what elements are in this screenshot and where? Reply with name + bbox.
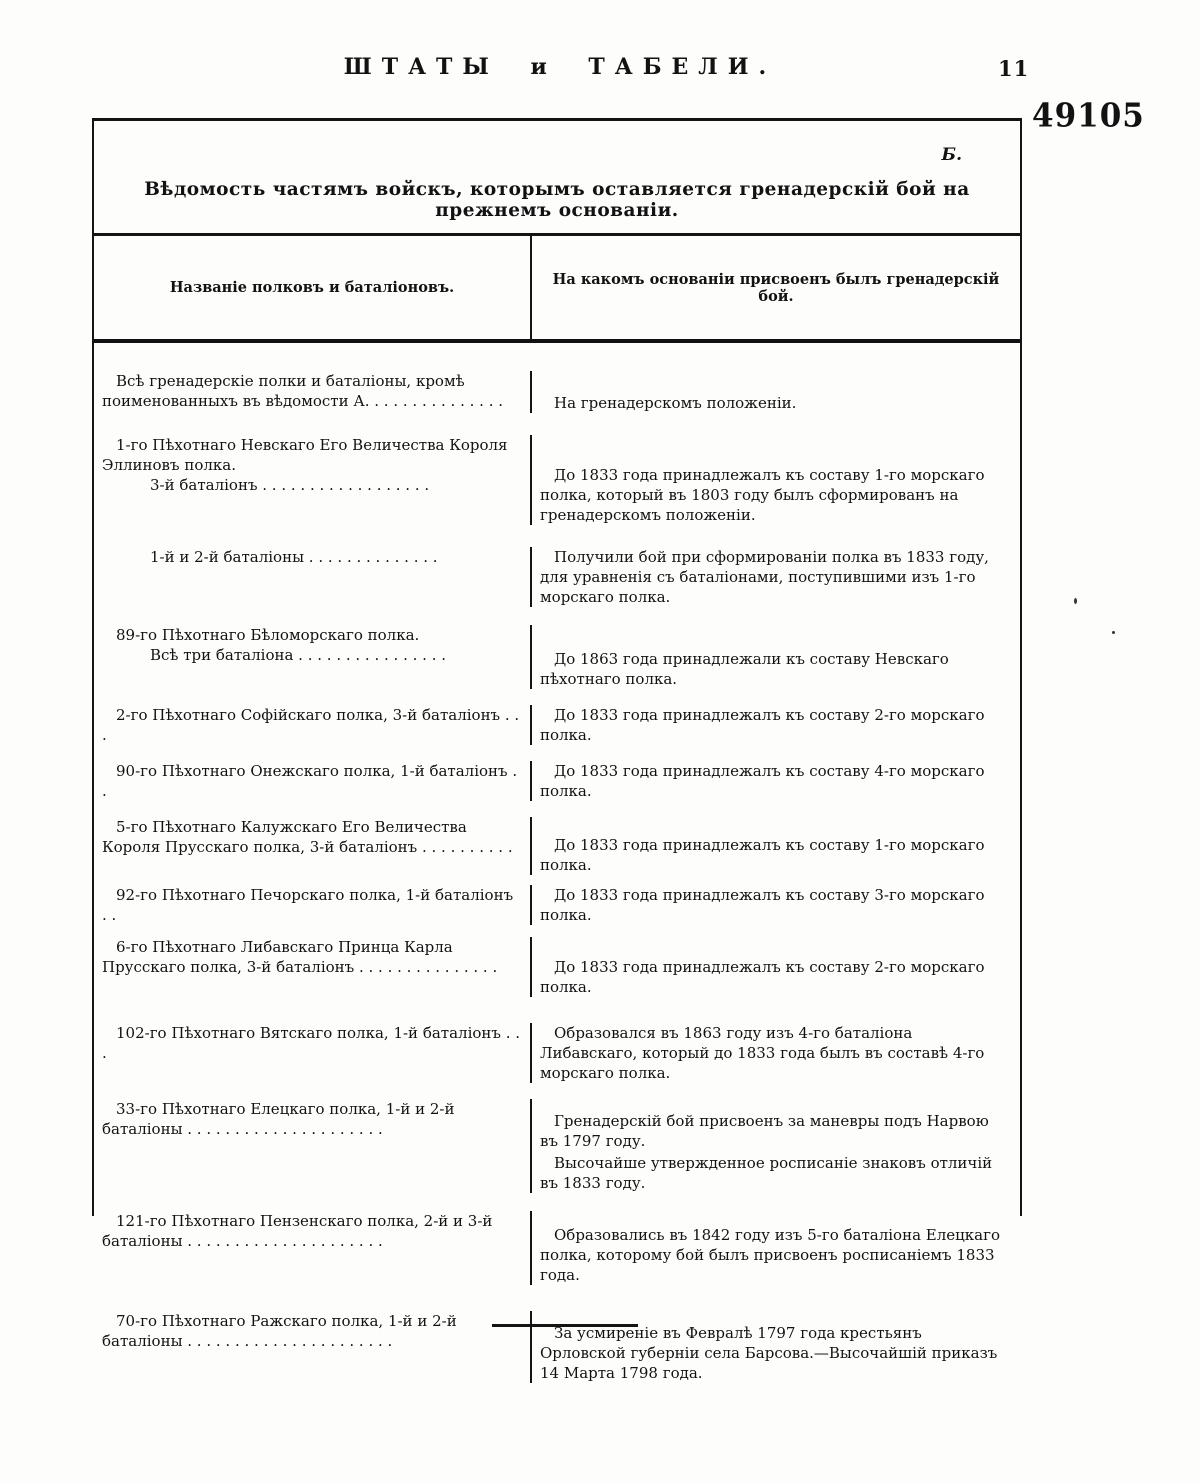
basis-paragraph: Высочайше утвержденное росписаніе знаковъ отличій въ 1833 году. [540, 1154, 993, 1192]
regiment-line: 90-го Пѣхотнаго Онежскаго полка, 1-й баталіонъ . . [102, 762, 518, 800]
table-row [94, 625, 1020, 689]
table-body [94, 343, 1020, 1382]
regiment-cell [94, 547, 532, 607]
basis-cell [532, 817, 1020, 875]
basis-cell [532, 1311, 1020, 1383]
regiment-cell [94, 1099, 532, 1193]
table-row [94, 371, 1020, 413]
regiment-line: 1-го Пѣхотнаго Невскаго Его Величества Короля Эллиновъ полка. [102, 436, 508, 474]
table-title: Вѣдомость частямъ войскъ, которымъ оставляется гренадерскій бой на прежнемъ основаніи. [144, 179, 970, 221]
basis-cell [532, 625, 1020, 689]
regiment-cell [94, 371, 532, 413]
regiment-cell [94, 1211, 532, 1285]
table-row [94, 761, 1020, 801]
basis-cell [532, 937, 1020, 997]
scan-speck [1112, 631, 1115, 634]
regiment-cell [94, 435, 532, 525]
basis-cell [532, 1211, 1020, 1285]
basis-paragraph: Образовались въ 1842 году изъ 5-го баталіона Елецкаго полка, которому бой былъ присвоенъ росписаніемъ 1833 года. [540, 1226, 1001, 1284]
scan-speck [1074, 598, 1077, 604]
regiment-line: 2-го Пѣхотнаго Софійскаго полка, 3-й баталіонъ . . . [102, 706, 520, 744]
basis-paragraph: Получили бой при сформированіи полка въ 1833 году, для уравненія съ баталіонами, поступившими изъ 1-го морскаго полка. [540, 548, 989, 606]
running-title: ШТАТЫ и ТАБЕЛИ. [343, 54, 777, 80]
battalion-line: 3-й баталіонъ . . . . . . . . . . . . . . . . . . [150, 476, 430, 494]
table-row [94, 817, 1020, 875]
page-number: 11 [998, 56, 1030, 81]
basis-paragraph: До 1863 года принадлежали къ составу Невскаго пѣхотнаго полка. [540, 650, 949, 688]
basis-paragraph: До 1833 года принадлежалъ къ составу 2-го морскаго полка. [540, 958, 985, 996]
basis-cell [532, 435, 1020, 525]
regiment-cell [94, 625, 532, 689]
regiment-line: 92-го Пѣхотнаго Печорскаго полка, 1-й баталіонъ . . [102, 886, 514, 924]
battalion-line: Всѣ три баталіона . . . . . . . . . . . . . . . . [150, 646, 446, 664]
basis-cell [532, 761, 1020, 801]
basis-cell [532, 1099, 1020, 1193]
basis-cell [532, 547, 1020, 607]
basis-paragraph: На гренадерскомъ положеніи. [554, 394, 797, 412]
regiment-line: 33-го Пѣхотнаго Елецкаго полка, 1-й и 2-й баталіоны . . . . . . . . . . . . . . . . . . . . . [102, 1100, 455, 1138]
document-stamp-number: 49105 [1032, 97, 1145, 135]
regiment-line: 121-го Пѣхотнаго Пензенскаго полка, 2-й и 3-й баталіоны . . . . . . . . . . . . . . . . . . . . . [102, 1212, 493, 1250]
table-row [94, 1099, 1020, 1193]
table-row [94, 705, 1020, 745]
regiment-line: 6-го Пѣхотнаго Либавскаго Принца Карла Прусскаго полка, 3-й баталіонъ . . . . . . . . . . . . . . . [102, 938, 498, 976]
basis-paragraph: Образовался въ 1863 году изъ 4-го баталіона Либавскаго, который до 1833 года былъ въ составѣ 4-го морскаго полка. [540, 1024, 985, 1082]
basis-cell [532, 371, 1020, 413]
footer-rule [492, 1324, 638, 1327]
table-row [94, 547, 1020, 607]
regiment-cell [94, 885, 532, 925]
regiment-cell [94, 705, 532, 745]
basis-paragraph: До 1833 года принадлежалъ къ составу 3-го морскаго полка. [540, 886, 985, 924]
regiment-cell [94, 1311, 532, 1383]
table-row [94, 435, 1020, 525]
regiment-cell [94, 1023, 532, 1083]
column-header-regiments: Названіе полковъ и баталіоновъ. [94, 236, 532, 339]
regiment-cell [94, 817, 532, 875]
table-header-row [94, 236, 1020, 339]
regiment-line: 70-го Пѣхотнаго Ражскаго полка, 1-й и 2-й баталіоны . . . . . . . . . . . . . . . . . . . . . . [102, 1312, 457, 1350]
basis-paragraph: Гренадерскій бой присвоенъ за маневры подъ Нарвою въ 1797 году. [540, 1112, 989, 1150]
regiment-line: 5-го Пѣхотнаго Калужскаго Его Величества Короля Прусскаго полка, 3-й баталіонъ . . . . . . . . . . [102, 818, 513, 856]
section-letter: Б. [941, 145, 962, 165]
grenadier-beat-table [92, 118, 1022, 1382]
basis-cell [532, 1023, 1020, 1083]
column-header-basis: На какомъ основаніи присвоенъ былъ гренадерскій бой. [552, 270, 1000, 305]
basis-cell [532, 885, 1020, 925]
regiment-cell [94, 937, 532, 997]
basis-paragraph: До 1833 года принадлежалъ къ составу 1-го морскаго полка, который въ 1803 году былъ сформированъ на гренадерскомъ положеніи. [540, 466, 985, 524]
table-row [94, 937, 1020, 997]
battalion-line: 1-й и 2-й баталіоны . . . . . . . . . . . . . . [150, 548, 438, 566]
basis-paragraph: До 1833 года принадлежалъ къ составу 1-го морскаго полка. [540, 836, 985, 874]
regiment-line: Всѣ гренадерскіе полки и баталіоны, кромѣ поименованныхъ въ вѣдомости А. . . . . . . . . . . . . . . [102, 372, 504, 410]
table-row [94, 1311, 1020, 1383]
table-row [94, 1211, 1020, 1285]
regiment-line: 102-го Пѣхотнаго Вятскаго полка, 1-й баталіонъ . . . [102, 1024, 521, 1062]
basis-paragraph: До 1833 года принадлежалъ къ составу 4-го морскаго полка. [540, 762, 985, 800]
table-row [94, 885, 1020, 925]
basis-paragraph: За усмиреніе въ Февралѣ 1797 года крестьянъ Орловской губерніи села Барсова.—Высочайшій приказъ 14 Марта 1798 года. [540, 1324, 998, 1382]
table-row [94, 1023, 1020, 1083]
regiment-line: 89-го Пѣхотнаго Бѣломорскаго полка. [116, 626, 420, 644]
basis-paragraph: До 1833 года принадлежалъ къ составу 2-го морскаго полка. [540, 706, 985, 744]
regiment-cell [94, 761, 532, 801]
basis-cell [532, 705, 1020, 745]
